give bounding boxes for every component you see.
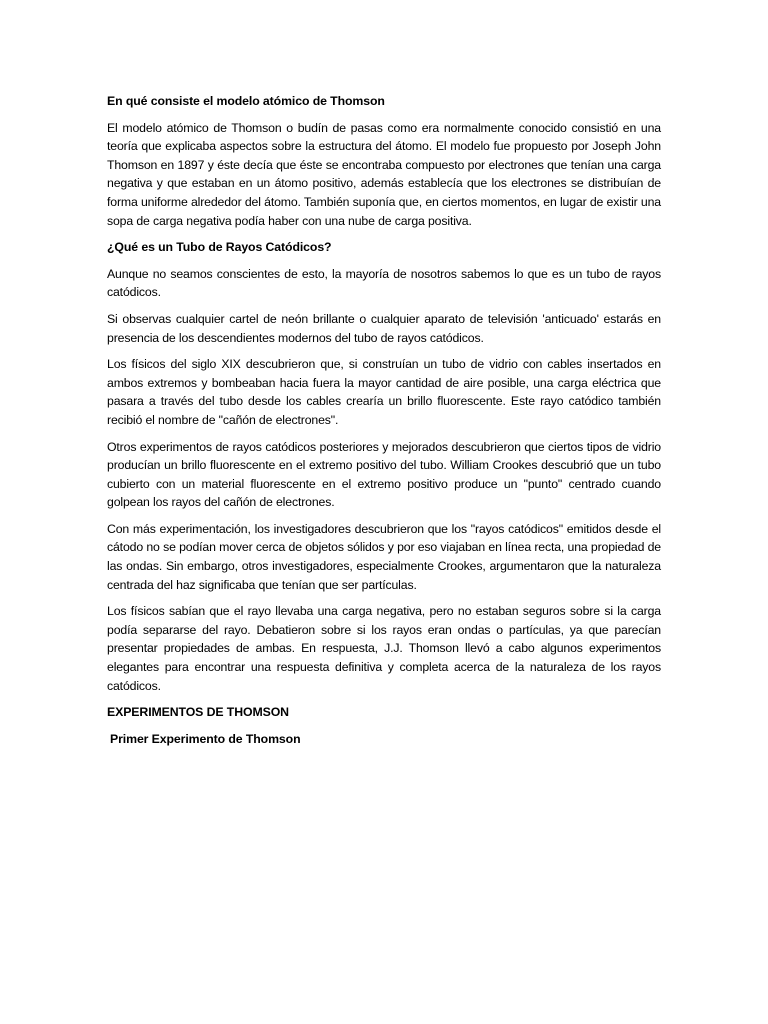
paragraph: Si observas cualquier cartel de neón brillante o cualquier aparato de televisión 'anticuado' estarás en presencia de los descendientes modernos del tubo de rayos catódicos. — [107, 311, 661, 345]
first-experiment-subheading: Primer Experimento de Thomson — [110, 731, 301, 746]
document-title: En qué consiste el modelo atómico de Thomson — [107, 94, 385, 108]
paragraph: Los físicos sabían que el rayo llevaba una carga negativa, pero no estaban seguros sobre si la carga podía separarse del rayo. Debatieron sobre si los rayos eran ondas o partículas, ya que parecían presentar propiedades de ambas. En respuesta, J.J. Thomson llevó a cabo algunos experimentos elegantes para encontrar una respuesta definitiva y completa acerca de la naturaleza de los rayos catódicos. — [107, 604, 661, 693]
paragraph: Aunque no seamos conscientes de esto, la mayoría de nosotros sabemos lo que es un tubo de rayos catódicos. — [107, 266, 661, 300]
section-heading-crt: ¿Qué es un Tubo de Rayos Catódicos? — [107, 240, 332, 255]
document-page — [107, 92, 661, 756]
paragraph: Los físicos del siglo XIX descubrieron que, si construían un tubo de vidrio con cables insertados en ambos extremos y bombeaban hacia fuera la mayor cantidad de aire posible, una carga eléctrica que pasara a través del tubo desde los cables crearía un brillo fluorescente. Este rayo catódico también recibió el nombre de "cañón de electrones". — [107, 357, 661, 427]
experiments-heading: EXPERIMENTOS DE THOMSON — [107, 705, 289, 720]
paragraph: Con más experimentación, los investigadores descubrieron que los "rayos catódicos" emitidos desde el cátodo no se podían mover cerca de objetos sólidos y por eso viajaban en línea recta, una propiedad de las ondas. Sin embargo, otros investigadores, especialmente Crookes, argumentaron que la naturaleza centrada del haz significaba que tenían que ser partículas. — [107, 521, 661, 592]
paragraph: Otros experimentos de rayos catódicos posteriores y mejorados descubrieron que ciertos tipos de vidrio producían un brillo fluorescente en el extremo positivo del tubo. William Crookes descubrió que un tubo cubierto con un material fluorescente en el extremo positivo produce un "punto" centrado cuando golpean los rayos del cañón de electrones. — [107, 439, 661, 510]
intro-paragraph: El modelo atómico de Thomson o budín de pasas como era normalmente conocido consistió en una teoría que explicaba aspectos sobre la estructura del átomo. El modelo fue propuesto por Joseph John Thomson en 1897 y éste decía que éste se encontraba compuesto por electrones que tenían una carga negativa y que estaban en un átomo positivo, además establecía que los electrones se distribuían de forma uniforme alrededor del átomo. También suponía que, en ciertos momentos, en lugar de existir una sopa de carga negativa podía haber con una nube de carga positiva. — [107, 120, 661, 228]
